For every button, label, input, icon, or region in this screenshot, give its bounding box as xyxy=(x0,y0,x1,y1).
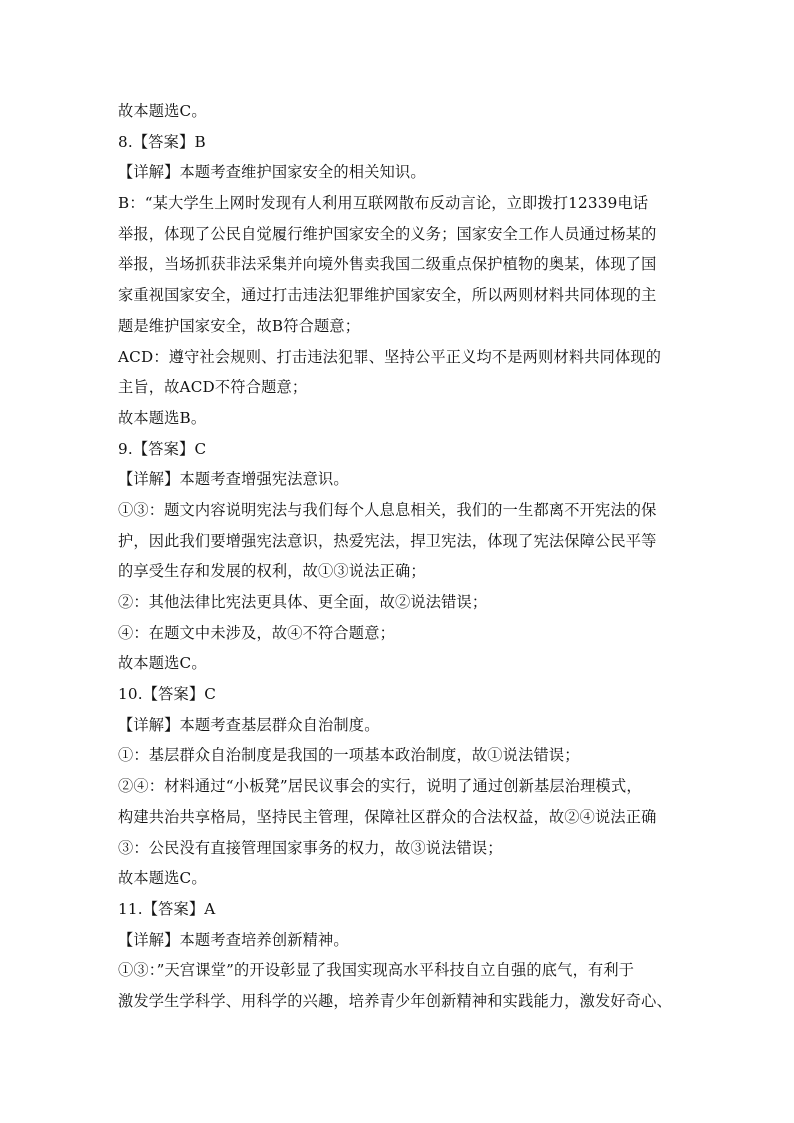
text-line: 主旨，故ACD不符合题意； xyxy=(118,378,308,397)
text-line: ACD：遵守社会规则、打击违法犯罪、坚持公平正义均不是两则材料共同体现的 xyxy=(118,347,662,366)
text-line: ①③：”天宫课堂”的开设彰显了我国实现高水平科技自立自强的底气，有利于 xyxy=(118,961,635,980)
text-line: 构建共治共享格局，坚持民主管理，保障社区群众的合法权益，故②④说法正确 xyxy=(118,807,657,826)
answer-heading: 11.【答案】A xyxy=(118,899,216,918)
text-line: 【详解】本题考查维护国家安全的相关知识。 xyxy=(118,163,426,182)
text-line: 的享受生存和发展的权利，故①③说法正确； xyxy=(118,562,426,581)
answer-explanation-text xyxy=(118,96,678,1017)
text-line: 【详解】本题考查培养创新精神。 xyxy=(118,930,349,949)
text-line: 【详解】本题考查基层群众自治制度。 xyxy=(118,715,380,734)
text-line: ①：基层群众自治制度是我国的一项基本政治制度，故①说法错误； xyxy=(118,746,580,765)
text-line: ②：其他法律比宪法更具体、更全面，故②说法错误； xyxy=(118,593,488,611)
text-line: ④：在题文中未涉及，故④不符合题意； xyxy=(118,623,395,642)
text-line: B：“某大学生上网时发现有人利用互联网散布反动言论，立即拨打12339电话 xyxy=(118,194,649,213)
text-line: 故本题选C。 xyxy=(118,654,207,673)
text-line: 故本题选C。 xyxy=(118,869,207,888)
text-line: 【详解】本题考查增强宪法意识。 xyxy=(118,470,349,489)
text-line: ③：公民没有直接管理国家事务的权力，故③说法错误； xyxy=(118,838,503,857)
answer-heading: 10.【答案】C xyxy=(118,685,217,704)
text-line: 举报，当场抓获非法采集并向境外售卖我国二级重点保护植物的奥某，体现了国 xyxy=(118,255,657,274)
text-line: 题是维护国家安全，故B符合题意； xyxy=(118,316,361,335)
text-line: 护，因此我们要增强宪法意识，热爱宪法，捍卫宪法，体现了宪法保障公民平等 xyxy=(118,531,657,550)
text-line: 故本题选C。 xyxy=(118,102,207,120)
answer-heading: 9.【答案】C xyxy=(118,439,207,458)
text-line: 激发学生学科学、用科学的兴趣，培养青少年创新精神和实践能力，激发好奇心、 xyxy=(118,991,672,1010)
text-line: 举报，体现了公民自觉履行维护国家安全的义务；国家安全工作人员通过杨某的 xyxy=(118,224,657,243)
answer-heading: 8.【答案】B xyxy=(118,132,206,151)
text-line: ②④：材料通过“小板凳”居民议事会的实行，说明了通过创新基层治理模式， xyxy=(118,777,642,796)
text-line: 家重视国家安全，通过打击违法犯罪维护国家安全，所以两则材料共同体现的主 xyxy=(118,286,657,305)
text-line: 故本题选B。 xyxy=(118,408,207,427)
text-line: ①③：题文内容说明宪法与我们每个人息息相关，我们的一生都离不开宪法的保 xyxy=(118,500,657,519)
